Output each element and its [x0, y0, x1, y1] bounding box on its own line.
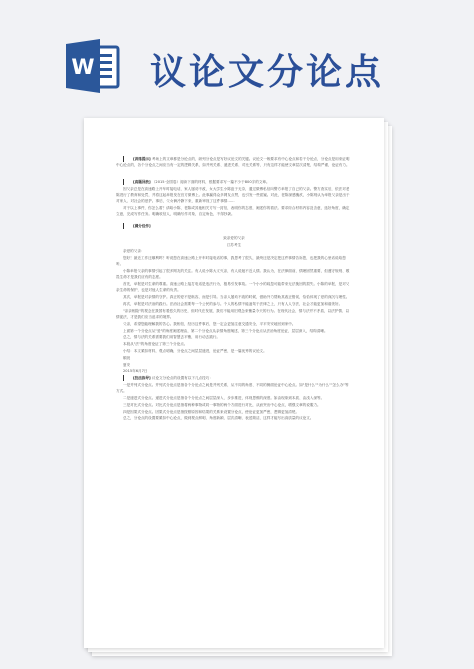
essay-paragraph-9: 总之，情与法的关系需要我们用智慧去平衡，用行动去践行。 [123, 335, 221, 340]
tips-intro: 议论文分论点的设置有以下几点技巧： [151, 376, 213, 381]
section-tag-intro: [训练提示] [123, 156, 151, 162]
question-text: （2015·全国卷）阅读下面的材料，根据要求写一篇不少于800字的文章。 [151, 180, 270, 184]
document-body [116, 156, 352, 422]
essay-greeting: 亲爱的父亲： [123, 249, 145, 254]
word-icon [64, 37, 122, 95]
tip-paragraph-3: 三是对比式分论点。对比式分论点是指将两种事物或同一事物的两个方面进行对比，从而突出中心论点，增强文章的说服力。 [123, 402, 321, 407]
page-title: 议论文分论点 [150, 52, 385, 93]
essay-paragraph-7: 父亲，希望您能理解我的苦心。我相信，经历这件事后，您一定会更加注意交通安全，平平安安地回到家中。 [123, 321, 296, 326]
question-requirement: 对于以上事件，你怎么看？请给小陈、老陈或其他相关方写一封信，表明你的态度，阐述你的看法。要求综合材料内容及含意，选好角度，确定立意，完成写作任务。明确收信人，明确写作对象，自定角色，不得抄袭。 [116, 206, 350, 217]
essay-paragraph-3: 首先，举报是对生命的尊重。高速公路上接打电话是违法行为，极易引发事故。一个小小的疏忽可能带来无法挽回的损失。小陈的举报，是对父亲生命的保护，也是对他人生命的负责。 [116, 282, 350, 293]
essay-paragraph-6: "亲亲相隐"的观念在我国有着悠久的历史，但时代在发展，我们不能用旧观念来衡量今天的行为。在现代社会，情与法并不矛盾，以法护情、以情促法，才是我们应当追求的境界。 [116, 308, 350, 319]
essay-author: 江苏考生 [226, 242, 242, 247]
essay-paragraph-8: 上面第一个分论点从"爱"的角度阐述理由，第二个分论点从亲情角度阐述，第三个分论点从法治角度论证，层层深入，结构清晰。 [123, 328, 328, 333]
essay-paragraph-5: 再次，举报是对法治的践行。法治社会需要每一个公民的参与。个人的私情不能凌驾于法律之上，只有人人守法，社会才能更加和谐美好。 [123, 301, 343, 306]
essay-paragraph-2: 小陈举报父亲的事情引起了很多网友的关注。有人说小陈大义灭亲，有人说她不近人情。我认为，在法律面前，情理固然重要，但遵守规则、敬畏生命才是我们应有的态度。 [116, 269, 350, 280]
essay-paragraph-1: 您好！最近工作还顺利吗？听说您在高速公路上开车时接电话的事，我思考了很久，最终还是决定把这件事情告诉您，也把我的心里话说给您听。 [116, 256, 346, 267]
section-tag-question: [真题回放] [123, 179, 151, 185]
section-tag-tips: [技法指导] [123, 375, 151, 381]
essay-date: 2015年6月7日 [123, 369, 148, 374]
tip-paragraph-1: 一是并列式分论点。并列式分论点是指各个分论点之间是并列关系，从不同的角度、不同的侧面论证中心论点。如"是什么""为什么""怎么办"等方式。 [116, 382, 349, 394]
intro-text: 考场上的文章都是分论点的，纵列分论点是写好议论文的关键。议论文一般要求有中心论点和若干分论点，分论点是用来证明中心论点的，各个分论点之间应当有一定的逻辑关系，如并列关系、递进关系、对比关系等，只有这样才能使文章层次清楚，结构严谨，论证有力。 [116, 157, 350, 168]
essay-title: 致亲爱的父亲 [223, 235, 245, 240]
document-page [84, 118, 384, 648]
essay-paragraph-11: 小结：本文紧扣材料，观点明确，分论点之间层层递进，论证严密，是一篇优秀的议论文。 [123, 348, 267, 353]
header [0, 0, 474, 120]
tip-paragraph-5: 总之，分论点的设置要紧扣中心论点，做到观点鲜明、角度新颖、层次清晰、表述简洁，这样才能写出高质量的议论文。 [123, 416, 314, 421]
document-preview[interactable] [84, 118, 390, 658]
essay-closing-2: 夏安 [123, 362, 131, 367]
essay-paragraph-4: 其次，举报是对亲情的守护。真正的爱不是纵容，而是引导。当亲人屡劝不改的时候，借助外力帮助其改正错误，恰恰体现了爱的深沉与理性。 [123, 295, 350, 300]
question-paragraph: 因父亲总是在高速路上开车时接电话，家人屡劝不改，女大学生小陈迫于无奈，通过微博私信向警方举报了自己的父亲。警方查实后，依法对老陈进行了教育和处罚，并将这起举报发在官方微博上。此事赢得众多网友点赞，也引发一些质疑。对此，老陈深感愧疚，小陈则认为举报父亲是出于对家人、对社会的爱护。事后，父女俩冷静下来，重新审视了这件事情…… [116, 186, 350, 204]
essay-closing: 顺祝 [123, 355, 131, 360]
tip-paragraph-2: 二是递进式分论点。递进式分论点是指各个分论点之间层层深入、步步推进，体现思维的深度。如由现象到本质、由浅入深等。 [123, 395, 325, 400]
tip-paragraph-4: 四是因果式分论点。因果式分论点是指按照原因和结果的关系来设置分论点，使论证更加严密，逻辑更加清楚。 [123, 409, 300, 414]
section-tag-answer: [满分佳作] [123, 223, 151, 229]
essay-paragraph-10: 本段从"法"的角度论证了第三个分论点。 [123, 342, 188, 347]
word-icon-letter: W [71, 55, 95, 79]
